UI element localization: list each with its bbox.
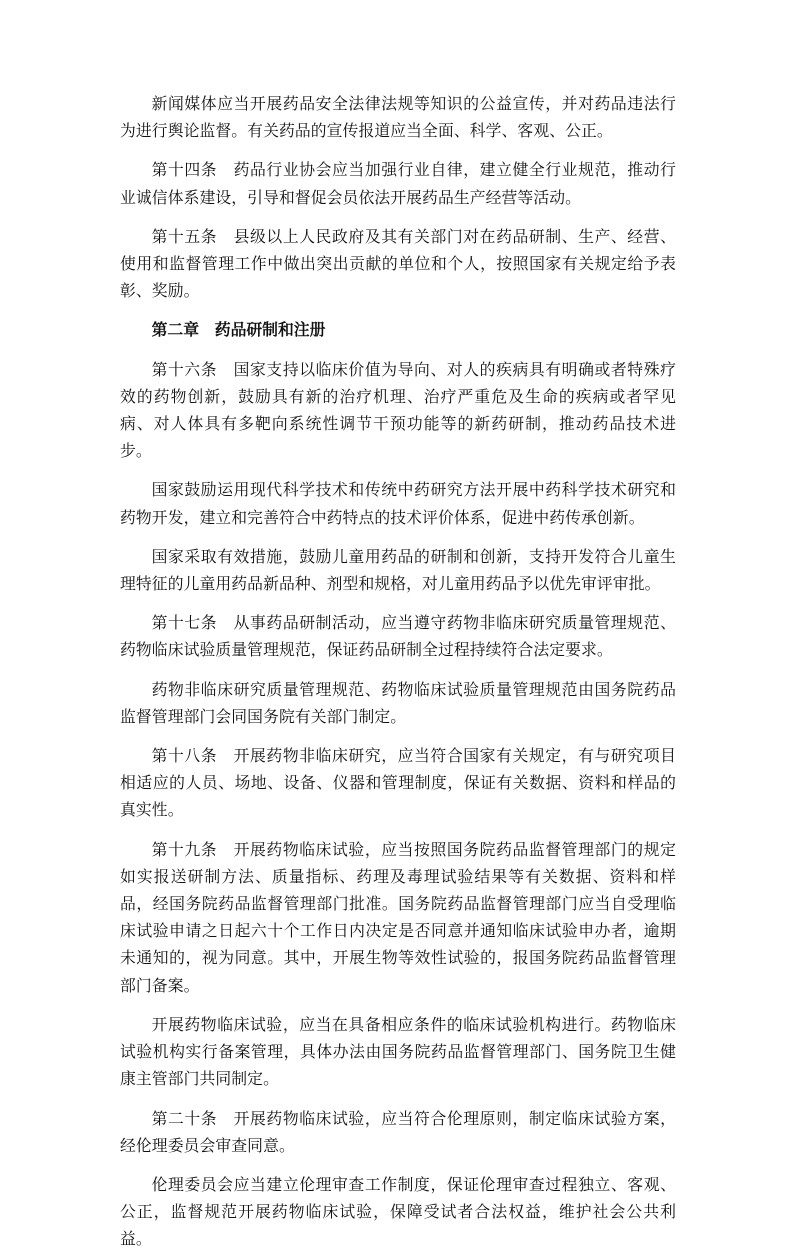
paragraph-media-publicity: 新闻媒体应当开展药品安全法律法规等知识的公益宣传，并对药品违法行为进行舆论监督。有关药品的宣传报道应当全面、科学、客观、公正。 (120, 94, 676, 141)
paragraph-ethics-committee: 伦理委员会应当建立伦理审查工作制度，保证伦理审查过程独立、客观、公正，监督规范开展药物临床试验，保障受试者合法权益，维护社会公共利益。 (120, 1174, 676, 1249)
article-14: 第十四条 药品行业协会应当加强行业自律，建立健全行业规范，推动行业诚信体系建设，引导和督促会员依法开展药品生产经营等活动。 (120, 160, 676, 207)
article-16: 第十六条 国家支持以临床价值为导向、对人的疾病具有明确或者特殊疗效的药物创新，鼓励具有新的治疗机理、治疗严重危及生命的疾病或者罕见病、对人体具有多靶向系统性调节干预功能等的新药研制，推动药品技术进步。 (120, 359, 676, 461)
article-17: 第十七条 从事药品研制活动，应当遵守药物非临床研究质量管理规范、药物临床试验质量管理规范，保证药品研制全过程持续符合法定要求。 (120, 613, 676, 660)
article-20: 第二十条 开展药物临床试验，应当符合伦理原则，制定临床试验方案，经伦理委员会审查同意。 (120, 1108, 676, 1155)
article-18: 第十八条 开展药物非临床研究，应当符合国家有关规定，有与研究项目相适应的人员、场地、设备、仪器和管理制度，保证有关数据、资料和样品的真实性。 (120, 746, 676, 820)
article-15: 第十五条 县级以上人民政府及其有关部门对在药品研制、生产、经营、使用和监督管理工作中做出突出贡献的单位和个人，按照国家有关规定给予表彰、奖励。 (120, 226, 676, 301)
paragraph-glp-gcp: 药物非临床研究质量管理规范、药物临床试验质量管理规范由国务院药品监督管理部门会同国务院有关部门制定。 (120, 679, 676, 726)
article-19: 第十九条 开展药物临床试验，应当按照国务院药品监督管理部门的规定如实报送研制方法、质量指标、药理及毒理试验结果等有关数据、资料和样品，经国务院药品监督管理部门批准。国务院药品监督管理部门应当自受理临床试验申请之日起六十个工作日内决定是否同意并通知临床试验申办者，逾期未通知的，视为同意。其中，开展生物等效性试验的，报国务院药品监督管理部门备案。 (120, 839, 676, 995)
paragraph-tcm-research: 国家鼓励运用现代科学技术和传统中药研究方法开展中药科学技术研究和药物开发，建立和完善符合中药特点的技术评价体系，促进中药传承创新。 (120, 480, 676, 527)
paragraph-trial-institutions: 开展药物临床试验，应当在具备相应条件的临床试验机构进行。药物临床试验机构实行备案管理，具体办法由国务院药品监督管理部门、国务院卫生健康主管部门共同制定。 (120, 1014, 676, 1089)
paragraph-pediatric-drugs: 国家采取有效措施，鼓励儿童用药品的研制和创新，支持开发符合儿童生理特征的儿童用药品新品种、剂型和规格，对儿童用药品予以优先审评审批。 (120, 546, 676, 594)
chapter-2-heading: 第二章 药品研制和注册 (151, 320, 326, 340)
